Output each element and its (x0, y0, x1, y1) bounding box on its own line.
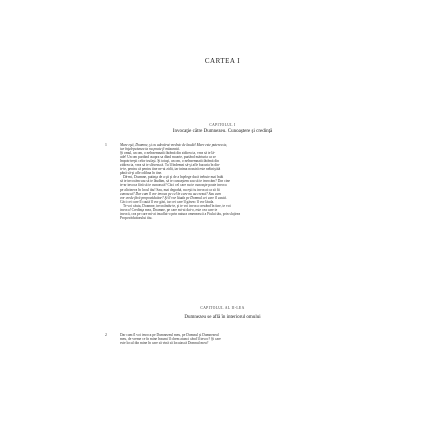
text-line: Căci cei care îl caută îl vor găsi, iar cei care îl găsesc îl vor lăuda. (120, 199, 215, 204)
chapter-2-label: CAPITOLUL AL II-LEA (200, 306, 245, 310)
text-line: Şi omul, un om, o neînsemnată fărâmă din zidirea ta, vrea să te lă- (120, 151, 216, 156)
verse-number: 1 (105, 143, 107, 147)
text-line: să te invocăm sau să te lăudăm, să te cunoaştem sau să te invocăm? Dar cine (120, 179, 230, 184)
text-line: meu, de vreme ce în mine însumi îl chem atunci când îl invoc? Şi care (120, 337, 221, 342)
text-line: invocă, cea pe care mi-ai insuflat-o prin natura omenească a Fiului tău, prin slujirea (120, 211, 241, 216)
chapter-2-text (105, 333, 332, 346)
chapter-1-text (105, 143, 332, 220)
book-title: CARTEA I (204, 57, 241, 65)
text-line: Propovăduitorului tău. (120, 215, 153, 220)
text-line: zidirea ta, vrea să te slăvească. Tu îl îndemni să-şi afle bucuria în din- (120, 163, 221, 168)
paragraph-lines (120, 333, 332, 345)
text-line: vor crede fără propovăduitor? Şi îl vor lăuda pe Domnul cei care îl caută. (120, 195, 227, 200)
chapter-1-title: Invocaţie către Dumnezeu. Cunoaştere şi credinţă (172, 129, 273, 134)
text-line: invoca! Credinţa mea, Doamne, pe care mi-ai dat-o, este cea care te (120, 207, 218, 212)
text-line: este locul din mine în care să vină să locuiască Domnul meu? (120, 341, 209, 346)
text-line: ude! Un om purtând asupra sa dând moarte, purtând mărturia ca se (120, 155, 216, 160)
text-line: Te voi căuta, Doamne, invocându-te, şi te voi invoca crezând în tine, te voi (123, 203, 231, 208)
text-line: cunoscut? Dar cum îl vor invoca pe cel în care nu au crezut? Sau cum (120, 191, 221, 196)
text-line: Dar cum îl voi invoca pe Dumnezeul meu, pe Domnul şi Dumnezeul (120, 333, 219, 337)
verse-number: 2 (105, 333, 107, 337)
text-line: Dă-mi, Doamne, putinţa de a şti şi de a înţelege dacă trebuie mai întâi (123, 175, 224, 180)
paragraph-lines (120, 143, 332, 220)
text-line: împotriveşti celor trufaşi. Şi totuşi, un om, o neînsemnată fărâmă din (120, 159, 219, 164)
text-line: Mare eşti, Doamne, şi cu adevărat vrednic de laudă! Mare este puterea ta, (120, 143, 228, 147)
text-line: pe altcineva în locul tău! Sau, mai degrabă, nu eşti tu invocat ca să fii (120, 187, 220, 192)
chapter-2-title: Dumnezeu se află în interiorul omului (184, 315, 261, 320)
chapter-1-label: CAPITOLUL I (209, 123, 236, 127)
text-line: te-ar invoca fără să te cunoască? Căci cel care nu te cunoaşte poate invoca (120, 183, 227, 188)
text-line: până să-şi afle odihna în tine. (120, 171, 163, 176)
text-line: tr-te, pentru că pentru tine ne-ai zidit, iar inima noastră este neliniştită (120, 167, 221, 172)
text-line: iar înţelepciunea ta nu poate fi măsurată. (120, 147, 180, 152)
